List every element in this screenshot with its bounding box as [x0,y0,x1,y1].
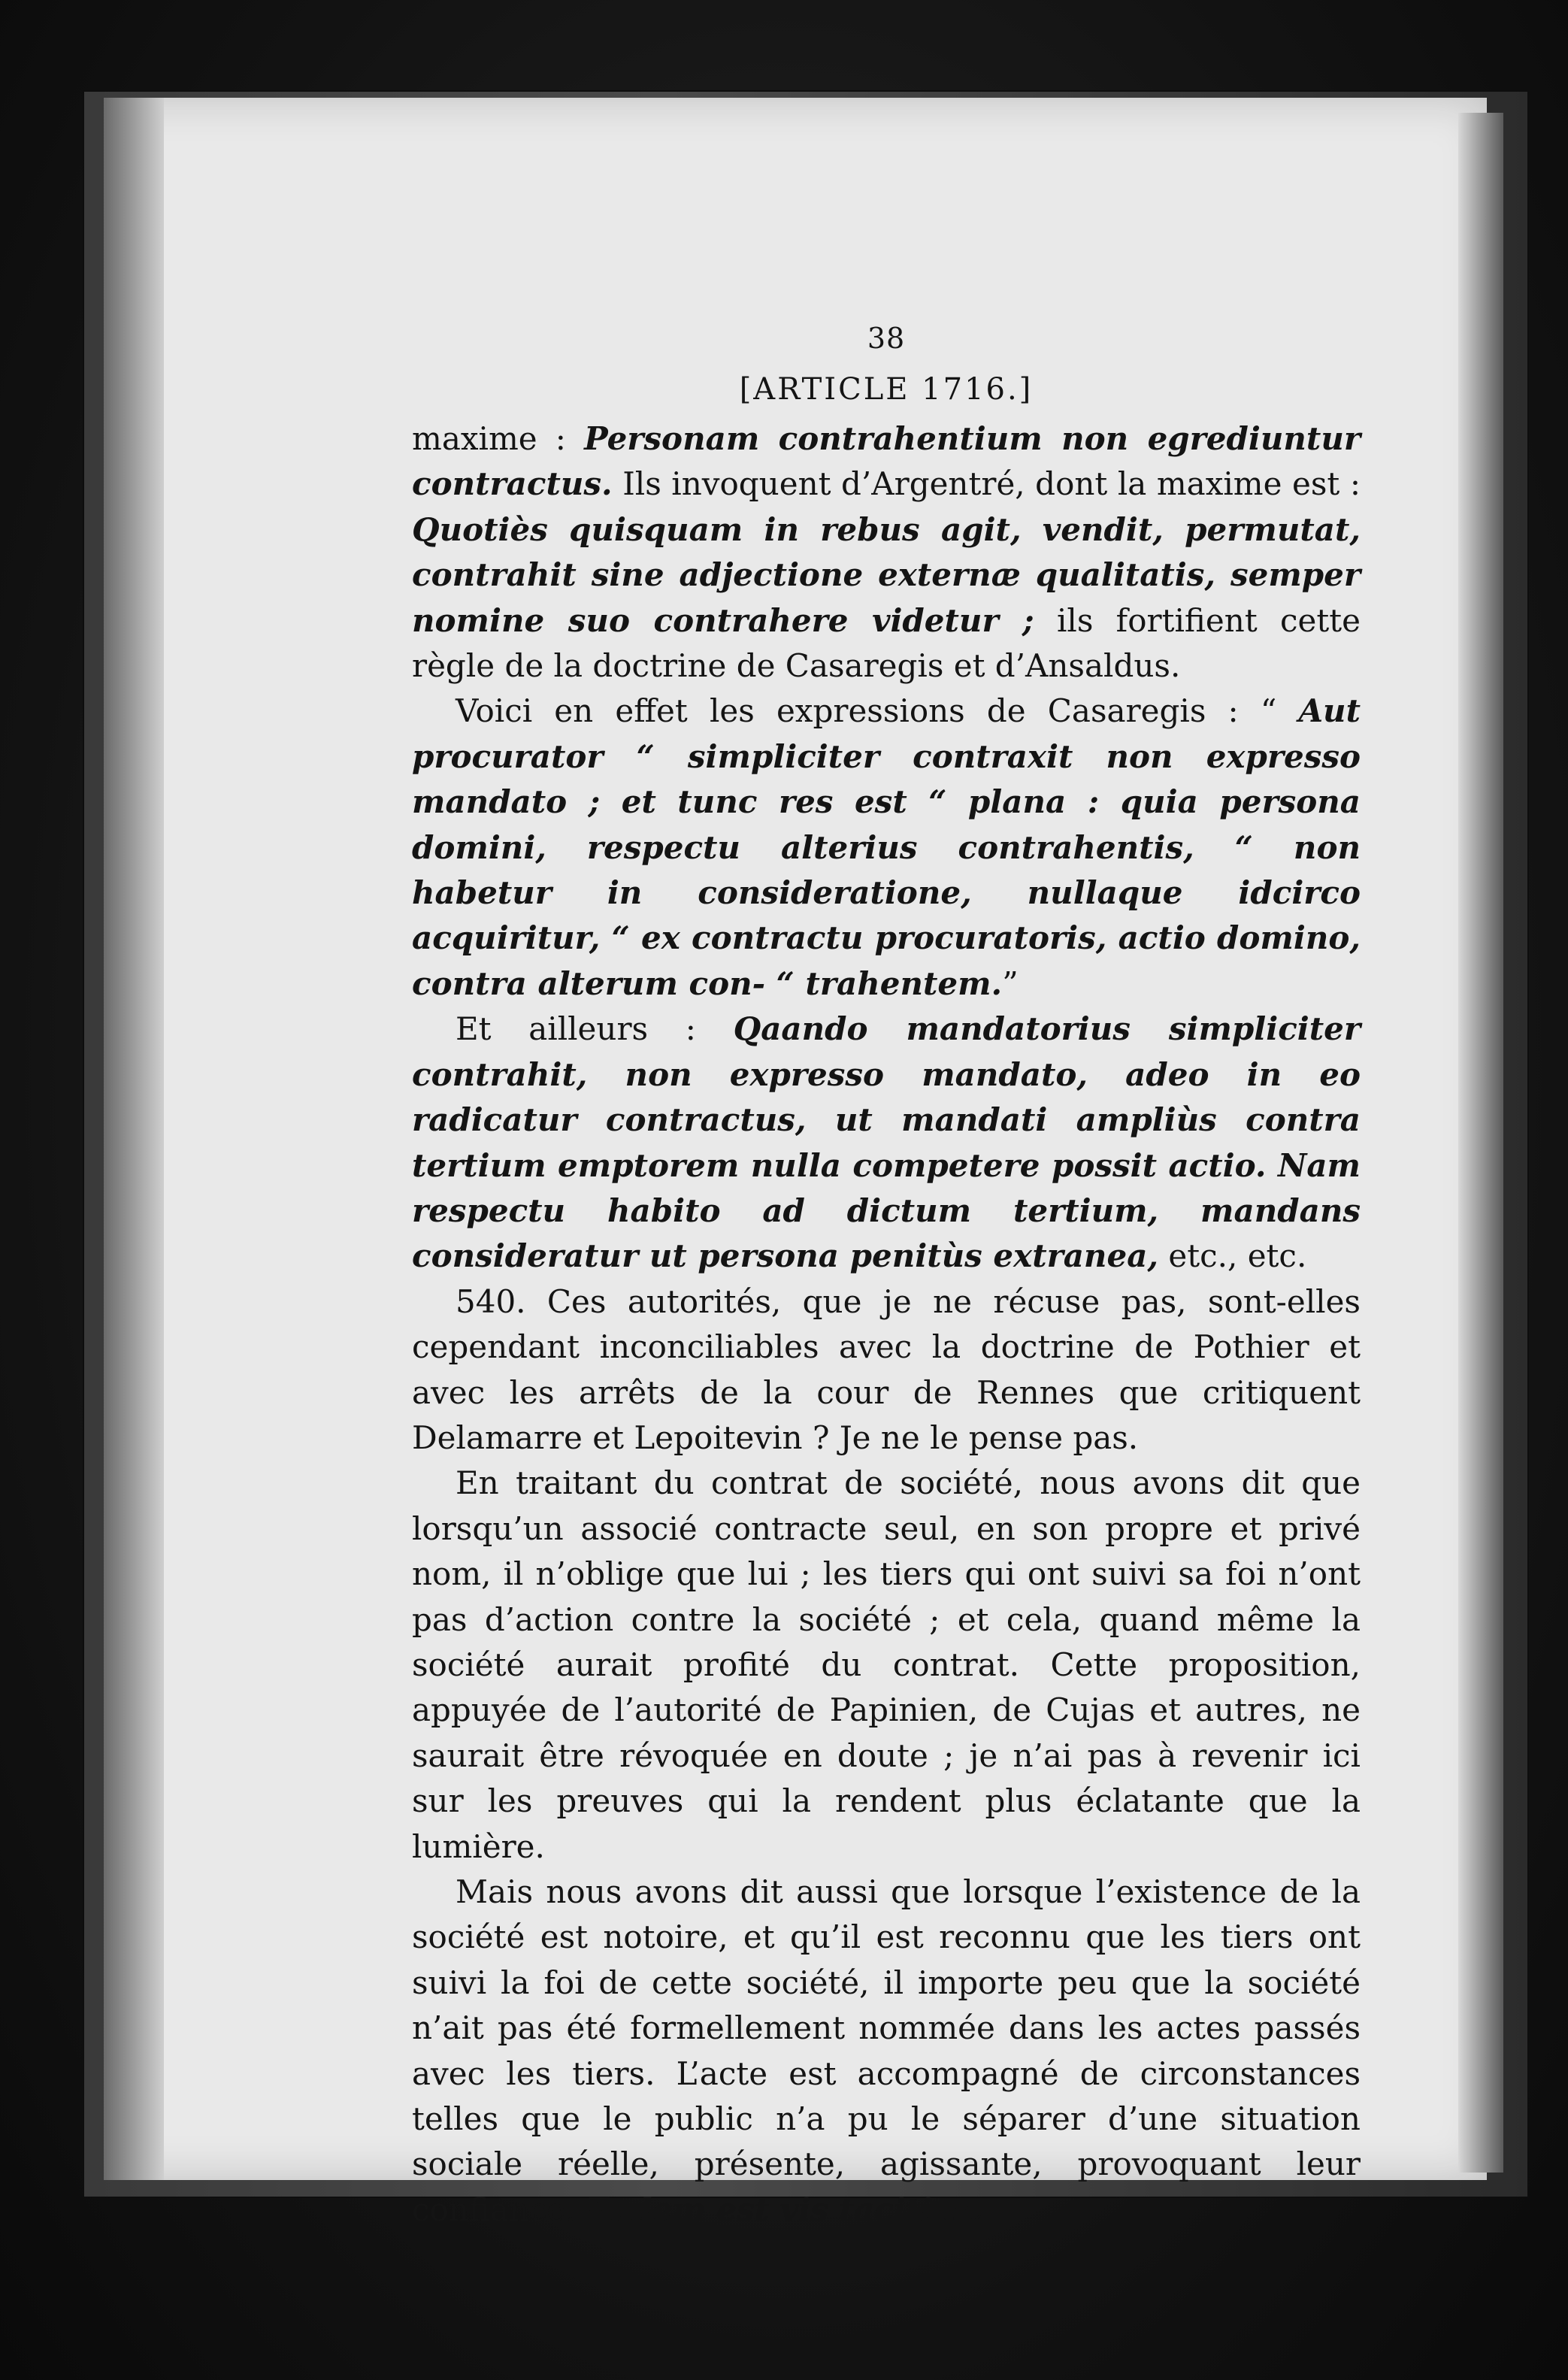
paragraph-text: En traitant du contrat de société, nous avons dit que lorsqu’un associé contracte seul, en son propre et privé nom, il n’oblige que lui ; les tiers qui ont suivi sa foi n’ont pas d’action contre la société ; et cela, quand même la société aurait profité du contrat. Cette proposition, appuyée de l’autorité de Papinien, de Cujas et autres, ne saurait être révoquée en doute ; je n’ai pas à revenir ici sur les preuves qui la rendent plus éclatante que la lumière. [412,1464,1361,1865]
paragraph-text: Ils invoquent d’Argentré, dont la maxime est : [612,465,1361,503]
paragraph [412,1870,1361,2233]
page-fore-edge [1458,113,1503,2173]
paragraph-text: etc., etc. [1158,1237,1307,1275]
paragraph [412,1461,1361,1870]
running-head: [ARTICLE 1716.] [739,372,1034,407]
paragraph [412,1007,1361,1279]
latin-quotation: Quotiès quisquam in rebus agit, vendit, permutat, contrahit sine adjectione externæ qualitatis, semper nomine suo contrahere videtur ; [412,510,1361,639]
paragraph [412,1279,1361,1461]
latin-quotation: Aut procurator “ simpliciter contraxit non expresso mandato ; et tunc res est “ plana : quia persona domini, respectu alterius contrahentis, “ non habetur in consideratione, nullaque idcirco acquiritur, “ ex contractu procuratoris, actio domino, contra alterum con- “ trahentem. [412,692,1361,1002]
paragraph-text: 540. Ces autorités, que je ne récuse pas, sont-elles cependant inconciliables avec la doctrine de Pothier et avec les arrêts de la cour de Rennes que critiquent Delamarre et Lepoitevin ? Je ne le pense pas. [412,1282,1361,1456]
paragraph-text: Voici en effet les expressions de Casaregis : “ [456,692,1299,730]
page-number: 38 [867,322,906,355]
latin-quotation: Qaando mandatorius simpliciter contrahit, non expresso mandato, adeo in eo radicatur contractus, ut mandati ampliùs contra tertium emptorem nulla competere possit actio. Nam respectu habito ad dictum tertium, mandans consideratur ut persona penitùs extranea, [412,1010,1361,1275]
paragraph-text: ” [1002,964,1019,1002]
text-block [412,316,1361,2233]
page-gutter-shadow [104,98,164,2180]
latin-quotation: Personam contrahentium non egrediuntur contractus. [412,420,1361,503]
latin-quotation: Eadem est vis taciti ac [586,2191,983,2228]
paragraph-text: maxime : [412,420,585,457]
paragraph [412,416,1361,689]
paragraph-text: ils fortifient cette règle de la doctrine de Casaregis et d’Ansaldus. [412,601,1361,685]
paragraph-text: Mais nous avons dit aussi que lorsque l’existence de la société est notoire, et qu’il est reconnu que les tiers ont suivi la foi de cette société, il importe peu que la société n’ait pas été formellement nommée dans les actes passés avec les tiers. L’acte est accompagné de circonstances telles que le public n’a pu le séparer d’une situation sociale réelle, présente, agissante, provoquant leur confiance. [412,1873,1361,2228]
paragraph [412,689,1361,1007]
paragraph-text: Et ailleurs : [456,1010,734,1048]
